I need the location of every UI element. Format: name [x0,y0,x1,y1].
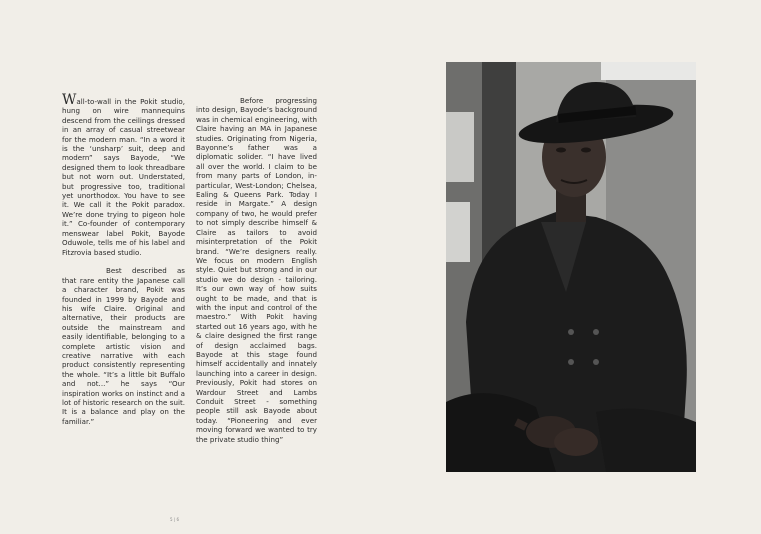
column-left [62,92,185,436]
page-number-left: 5 [170,517,173,522]
column-right [196,96,317,453]
paragraph: Before progressing into design, Bayode’s background was in chemical engineering, with Claire having an MA in Japanese studies. Originating from Nigeria, Bayonne’s father was a diplomatic solider. “I have lived all over the world. I claim to be from many parts of London, in-particular, West-London; Chelsea, Ealing & Queens Park. Today I reside in Margate.” A design company of two, he would prefer to not simply describe himself & Claire as tailors to avoid misinterpretation of the Pokit brand. “We’re designers really. We focus on modern English style. Quiet but strong and in our studio we do design - tailoring. It’s our own way of how suits ought to be made, and that is with the input and control of the maestro.” With Pokit having started out 16 years ago, with he & claire designed the first range of design acclaimed bags. Bayode at this stage found himself accidentally and innately launching into a career in design. Previously, Pokit had stores on Wardour Street and Lambs Conduit Street - something people still ask Bayode about today. “Pioneering and ever moving forward we wanted to try the private studio thing” [196,96,317,444]
paragraph: Best described as that rare entity the Japanese call a character brand, Pokit was founded in 1999 by Bayode and his wife Claire. Original and alternative, their products are outside the mainstream and easily identifiable, belonging to a complete artistic vision and creative narrative with each product consistently representing the whole. “It’s a little bit Buffalo and not...” he says “Our inspiration works on instinct and a lot of historic research on the suit. It is a balance and play on the familiar.” [62,266,185,426]
portrait-illustration [446,62,696,472]
page-numbers: 5 | 6 [170,517,179,522]
page-number-right: 6 [176,517,179,522]
paragraph-text: all-to-wall in the Pokit studio, hung on wire mannequins descend from the ceilings dressed in an array of casual streetwear for the modern man. “In a word it is the ‘unsharp’ suit, deep and modern” says Bayode, “We designed them to look threadbare but not worn out. Understated, but progressive too, traditional yet unorthodox. You have to see it. We call it the Pokit paradox. We’re done trying to pigeon hole it.” Co-founder of contemporary menswear label Pokit, Bayode Oduwole, tells me of his label and Fitzrovia based studio. [62,97,185,257]
paragraph [62,92,185,257]
drop-cap: W [62,92,77,108]
portrait-photo [446,62,696,472]
